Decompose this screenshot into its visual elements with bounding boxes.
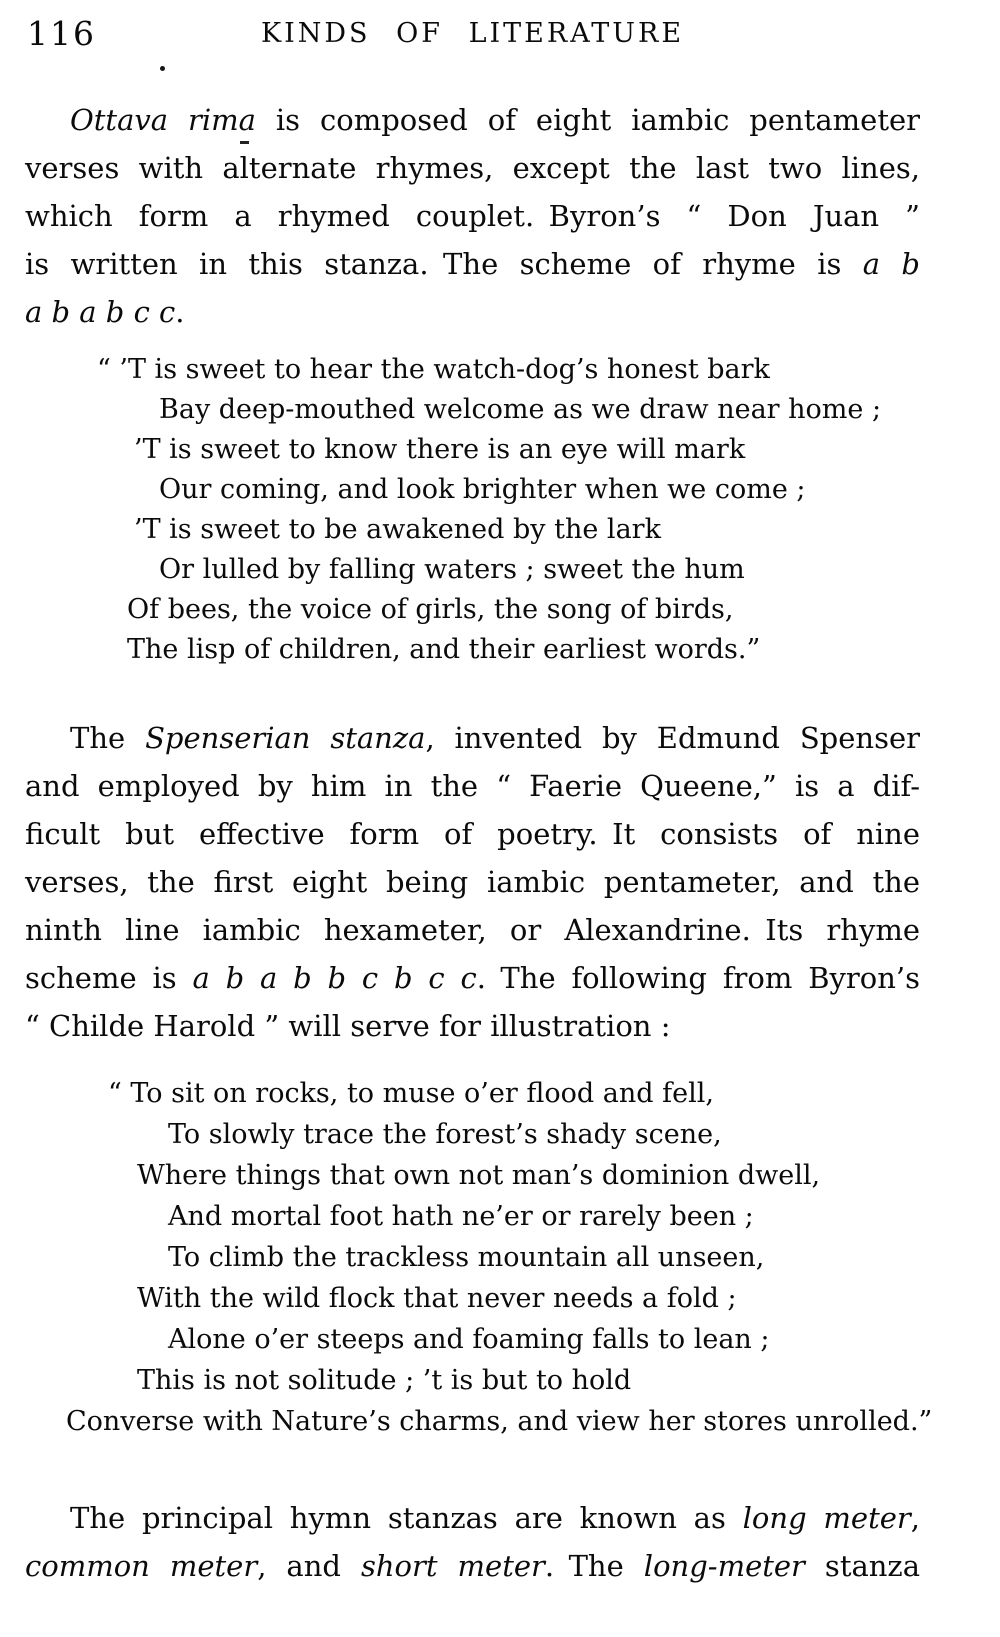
verse-line: Our coming, and look brighter when we come ; — [159, 474, 806, 505]
text-segment: , and — [257, 1549, 361, 1583]
text-segment: and employed by him in the “ Faerie Queene,” is a dif- — [25, 769, 920, 803]
page-number: 116 — [27, 14, 96, 53]
verse-line: To climb the trackless mountain all unseen, — [168, 1242, 765, 1273]
verse-line: Alone o’er steeps and foaming falls to lean ; — [168, 1324, 770, 1355]
text-line — [25, 240, 920, 288]
text-line — [25, 906, 920, 954]
text-line — [25, 954, 920, 1002]
text-segment: “ Childe Harold ” will serve for illustration : — [25, 1009, 671, 1043]
poem-don-juan-quote — [97, 350, 881, 670]
verse-line: This is not solitude ; ’t is but to hold — [137, 1365, 632, 1396]
text-segment: The principal hymn stanzas are known as — [70, 1501, 743, 1535]
verse-line: Of bees, the voice of girls, the song of birds, — [127, 594, 734, 625]
text-segment: . The following from Byron’s — [476, 961, 920, 995]
text-segment: scheme is — [25, 961, 193, 995]
italic-segment: a b — [862, 247, 920, 281]
text-segment: verses, the first eight being iambic pentameter, and the — [25, 865, 920, 899]
paragraph-ottava-rima — [25, 96, 920, 336]
text-segment: verses with alternate rhymes, except the last two lines, — [25, 151, 920, 185]
text-segment: is written in this stanza. The scheme of rhyme is — [25, 247, 863, 281]
verse-line: The lisp of children, and their earliest words.” — [127, 634, 761, 665]
text-line — [25, 96, 920, 144]
verse-line: Bay deep-mouthed welcome as we draw near home ; — [159, 394, 882, 425]
text-line — [25, 1002, 920, 1050]
italic-segment: long-meter — [643, 1549, 805, 1583]
text-line — [25, 714, 920, 762]
text-segment: ficult but effective form of poetry. It consists of nine — [25, 817, 920, 851]
verse-line: ’T is sweet to know there is an eye will mark — [134, 434, 746, 465]
italic-segment: a b a b b c b c c — [192, 961, 477, 995]
text-line — [25, 1494, 920, 1542]
text-segment: ninth line iambic hexameter, or Alexandrine. Its rhyme — [25, 913, 920, 947]
text-line — [25, 858, 920, 906]
italic-segment: Spenserian stanza — [145, 721, 426, 755]
text-segment: The — [70, 721, 146, 755]
poem-childe-harold-quote — [66, 1073, 932, 1442]
paragraph-spenserian-stanza — [25, 714, 920, 1050]
text-line — [25, 144, 920, 192]
text-line — [25, 192, 920, 240]
verse-line: Where things that own not man’s dominion dwell, — [137, 1160, 821, 1191]
verse-line: “ ’T is sweet to hear the watch-dog’s honest bark — [97, 354, 770, 385]
text-line — [25, 288, 920, 336]
paragraph-hymn-stanzas — [25, 1494, 920, 1590]
italic-segment: common meter — [25, 1549, 258, 1583]
italic-segment: a b a b c c — [25, 295, 176, 329]
text-segment: which form a rhymed couplet. Byron’s “ Don Juan ” — [25, 199, 920, 233]
verse-line: Or lulled by falling waters ; sweet the hum — [159, 554, 745, 585]
text-segment: is composed of eight iambic pentameter — [255, 103, 920, 137]
text-segment: , invented by Edmund Spenser — [425, 721, 920, 755]
text-segment: . The — [544, 1549, 644, 1583]
ink-dot — [160, 66, 165, 71]
verse-line: To slowly trace the forest’s shady scene, — [168, 1119, 722, 1150]
text-line — [25, 810, 920, 858]
verse-line: With the wild flock that never needs a fold ; — [137, 1283, 737, 1314]
running-title: KINDS OF LITERATURE — [260, 18, 685, 49]
verse-line: ’T is sweet to be awakened by the lark — [134, 514, 661, 545]
verse-line: And mortal foot hath ne’er or rarely been ; — [168, 1201, 754, 1232]
italic-segment: Ottava rima — [70, 103, 256, 137]
text-segment: . — [175, 295, 185, 329]
italic-segment: short meter — [360, 1549, 545, 1583]
text-line — [25, 762, 920, 810]
verse-line: Converse with Nature’s charms, and view her stores unrolled.” — [66, 1406, 933, 1437]
text-segment: stanza — [804, 1549, 921, 1583]
text-line — [25, 1542, 920, 1590]
italic-segment: long meter — [742, 1501, 911, 1535]
text-segment: , — [910, 1501, 920, 1535]
verse-line: “ To sit on rocks, to muse o’er flood and fell, — [108, 1078, 714, 1109]
